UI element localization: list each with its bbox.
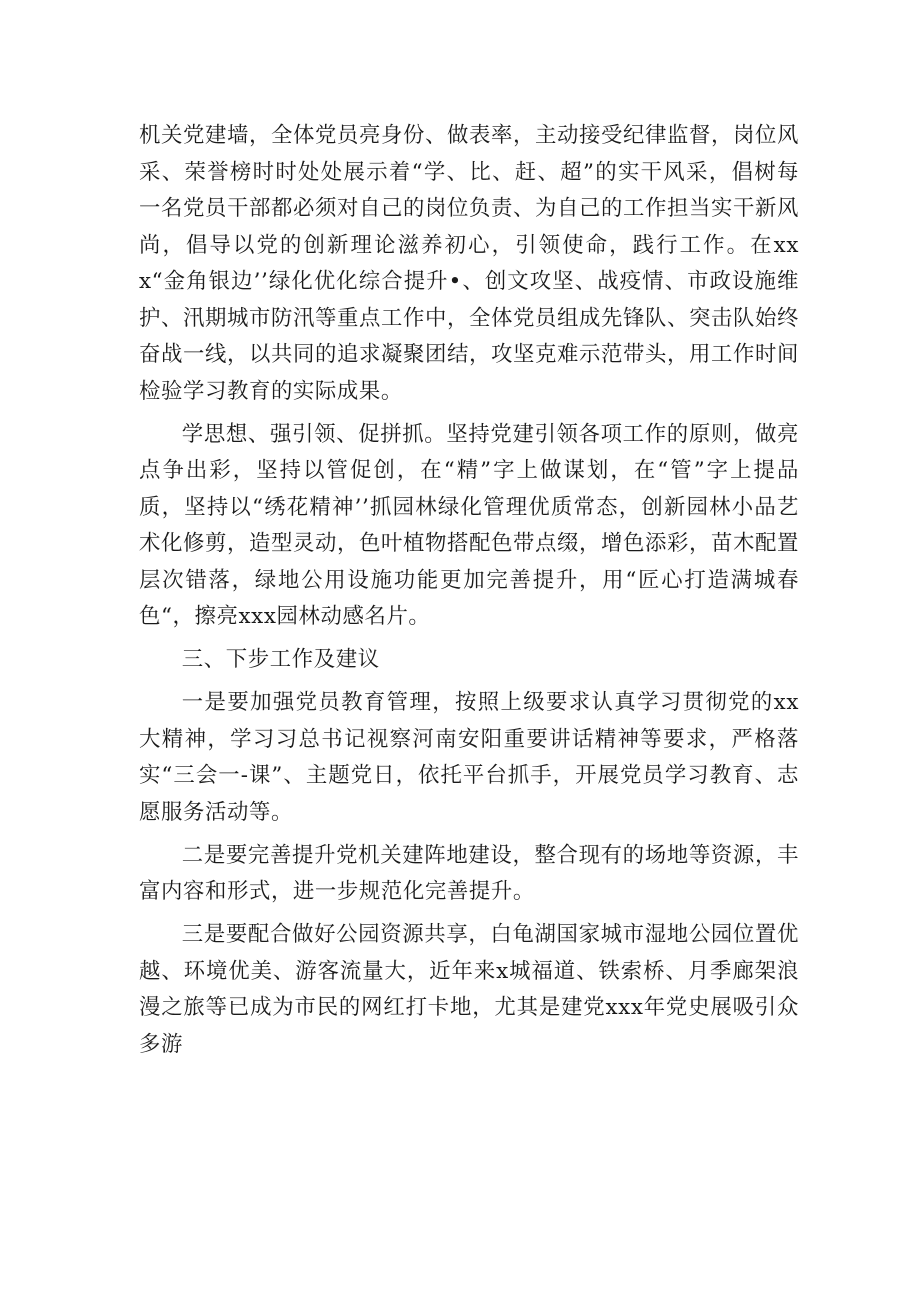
- paragraph-suggestion-one: 一是要加强党员教育管理，按照上级要求认真学习贯彻党的xx大精神，学习习总书记视察河南安阳重要讲话精神等要求，严格落实“三会一-课”、主题党日，依托平台抓手，开展党员学习教育、志愿服务活动等。: [139, 690, 799, 825]
- paragraph-party-building-wall: 机关党建墙，全体党员亮身份、做表率，主动接受纪律监督，岗位风采、荣誉榜时时处处展示着“学、比、赶、超”的实干风采，倡树每一名党员干部都必须对自己的岗位负责、为自己的工作担当实干新风尚，倡导以党的创新理论滋养初心，引领使命，践行工作。在xxx“金角银边’’绿化优化综合提升•、创文攻坚、战疫情、市政设施维护、汛期城市防汛等重点工作中，全体党员组成先锋队、突击队始终奋战一线，以共同的追求凝聚团结，攻坚克难示范带头，用工作时间检验学习教育的实际成果。: [139, 123, 799, 404]
- section-heading-next-steps: 三、下步工作及建议: [181, 647, 380, 672]
- paragraph-study-guidance: 学思想、强引领、促拼抓。坚持党建引领各项工作的原则，做亮点争出彩，坚持以管促创，在“精”字上做谋划，在“管”字上提品质，坚持以“绣花精神’’抓园林绿化管理优质常态，创新园林小品艺术化修剪，造型灵动，色叶植物搭配色带点缀，增色添彩，苗木配置层次错落，绿地公用设施功能更加完善提升，用“匠心打造满城春色“，擦亮xxx园林动感名片。: [139, 421, 799, 629]
- document-body: [139, 118, 799, 1070]
- paragraph-suggestion-three: 三是要配合做好公园资源共享，白龟湖国家城市湿地公园位置优越、环境优美、游客流量大，近年来x城福道、铁索桥、月季廊架浪漫之旅等已成为市民的网红打卡地，尤其是建党xxx年党史展吸引众多游: [139, 922, 799, 1057]
- paragraph-suggestion-two: 二是要完善提升党机关建阵地建设，整合现有的场地等资源，丰富内容和形式，进一步规范化完善提升。: [139, 842, 799, 904]
